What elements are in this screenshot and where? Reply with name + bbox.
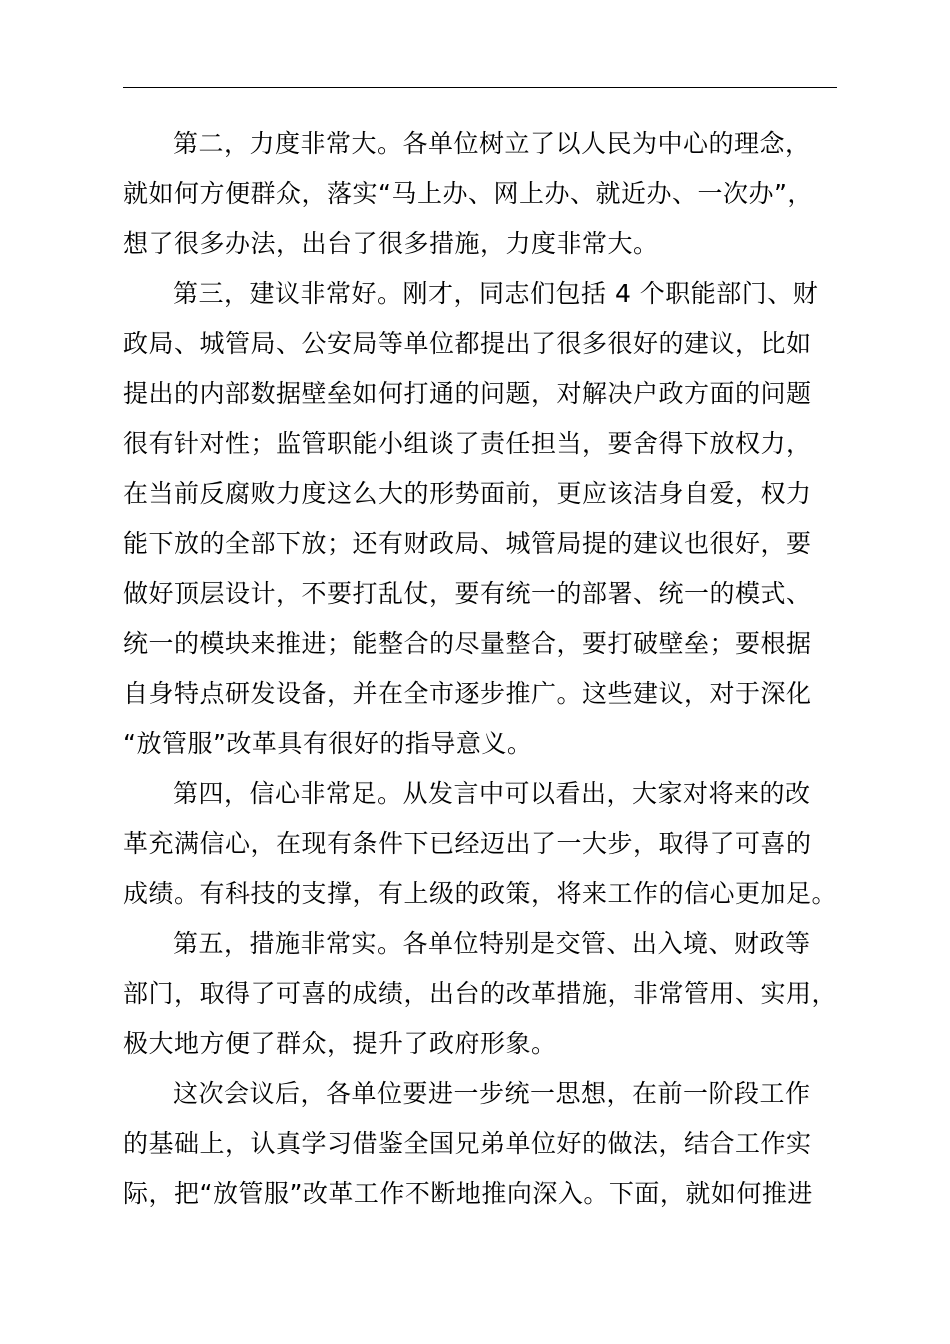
text-line: 成绩。有科技的支撑，有上级的政策，将来工作的信心更加足。 (123, 879, 838, 908)
text-line: 就如何方便群众，落实“马上办、网上办、就近办、一次办”， (123, 179, 813, 208)
text-line: 的基础上，认真学习借鉴全国兄弟单位好的做法，结合工作实 (123, 1129, 812, 1158)
text-line: 能下放的全部下放；还有财政局、城管局提的建议也很好，要 (123, 529, 812, 558)
header-rule (123, 87, 837, 88)
text-line: 部门，取得了可喜的成绩，出台的改革措施，非常管用、实用， (123, 979, 838, 1008)
text-line: 统一的模块来推进；能整合的尽量整合，要打破壁垒；要根据 (123, 629, 812, 658)
text-line: 提出的内部数据壁垒如何打通的问题，对解决户政方面的问题 (123, 379, 812, 408)
text-line: 第二，力度非常大。各单位树立了以人民为中心的理念， (173, 129, 811, 158)
text-line: 极大地方便了群众，提升了政府形象。 (123, 1029, 557, 1058)
text-line: 第四，信心非常足。从发言中可以看出，大家对将来的改 (173, 779, 811, 808)
text-line: 在当前反腐败力度这么大的形势面前，更应该洁身自爱，权力 (123, 479, 812, 508)
text-line: 很有针对性；监管职能小组谈了责任担当，要舍得下放权力， (123, 429, 812, 458)
text-line: 自身特点研发设备，并在全市逐步推广。这些建议，对于深化 (123, 679, 812, 708)
text-line: “放管服”改革具有很好的指导意义。 (123, 729, 533, 758)
text-line: 革充满信心，在现有条件下已经迈出了一大步，取得了可喜的 (123, 829, 812, 858)
text-line: 做好顶层设计，不要打乱仗，要有统一的部署、统一的模式、 (123, 579, 812, 608)
text-line: 这次会议后，各单位要进一步统一思想，在前一阶段工作 (173, 1079, 811, 1108)
text-line: 政局、城管局、公安局等单位都提出了很多很好的建议，比如 (123, 329, 812, 358)
text-line: 想了很多办法，出台了很多措施，力度非常大。 (123, 229, 659, 258)
text-line: 第五，措施非常实。各单位特别是交管、出入境、财政等 (173, 929, 811, 958)
text-line: 际，把“放管服”改革工作不断地推向深入。下面，就如何推进 (123, 1179, 813, 1208)
text-line: 第三，建议非常好。刚才，同志们包括 4 个职能部门、财 (173, 279, 819, 308)
